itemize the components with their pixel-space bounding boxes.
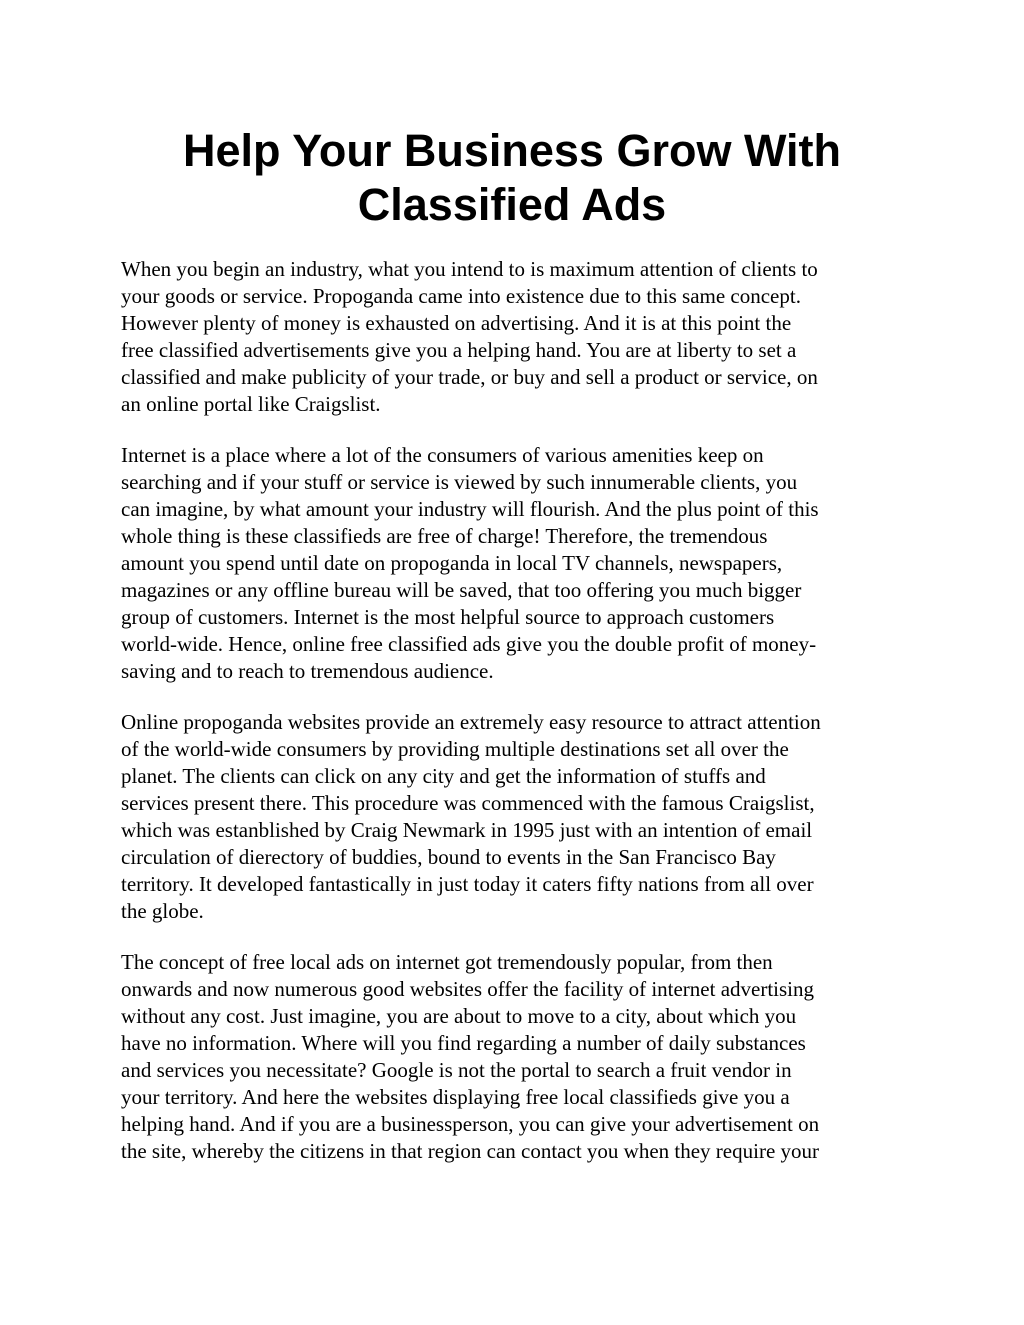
text-line: services present there. This procedure was commenced with the famous Craigslist, (121, 791, 815, 815)
text-line: territory. It developed fantastically in just today it caters fifty nations from all over (121, 872, 814, 896)
text-line: Internet is a place where a lot of the consumers of various amenities keep on (121, 443, 764, 467)
text-line: free classified advertisements give you a helping hand. You are at liberty to set a (121, 338, 797, 362)
text-line: and services you necessitate? Google is not the portal to search a fruit vendor in (121, 1058, 792, 1082)
text-line: However plenty of money is exhausted on advertising. And it is at this point the (121, 311, 792, 335)
text-line: which was estanblished by Craig Newmark in 1995 just with an intention of email (121, 818, 813, 842)
text-line: planet. The clients can click on any city and get the information of stuffs and (121, 764, 766, 788)
text-line: can imagine, by what amount your industry will flourish. And the plus point of this (121, 497, 819, 521)
text-line: the globe. (121, 899, 204, 923)
text-line: onwards and now numerous good websites offer the facility of internet advertising (121, 977, 815, 1001)
text-line: When you begin an industry, what you intend to is maximum attention of clients to (121, 257, 818, 281)
text-line: whole thing is these classifieds are free of charge! Therefore, the tremendous (121, 524, 768, 548)
title-line: Help Your Business Grow With (182, 125, 841, 176)
text-line: an online portal like Craigslist. (121, 392, 381, 416)
text-line: saving and to reach to tremendous audience. (121, 659, 494, 683)
text-line: group of customers. Internet is the most helpful source to approach customers (121, 605, 775, 629)
text-line: have no information. Where will you find regarding a number of daily substances (121, 1031, 806, 1055)
text-line: searching and if your stuff or service is viewed by such innumerable clients, you (121, 470, 798, 494)
text-line: your goods or service. Propoganda came into existence due to this same concept. (121, 284, 801, 308)
text-line: magazines or any offline bureau will be saved, that too offering you much bigger (121, 578, 802, 602)
article-body (121, 256, 911, 1189)
text-line: your territory. And here the websites displaying free local classifieds give you a (121, 1085, 790, 1109)
text-line: The concept of free local ads on internet got tremendously popular, from then (121, 950, 773, 974)
text-line: Online propoganda websites provide an extremely easy resource to attract attention (121, 710, 821, 734)
page-title (100, 124, 924, 232)
text-line: amount you spend until date on propoganda in local TV channels, newspapers, (121, 551, 783, 575)
text-line: classified and make publicity of your trade, or buy and sell a product or service, on (121, 365, 818, 389)
text-line: helping hand. And if you are a businessperson, you can give your advertisement on (121, 1112, 820, 1136)
text-line: world-wide. Hence, online free classified ads give you the double profit of money- (121, 632, 817, 656)
text-line: the site, whereby the citizens in that region can contact you when they require your (121, 1139, 820, 1163)
text-line: circulation of dierectory of buddies, bound to events in the San Francisco Bay (121, 845, 776, 869)
paragraph-2 (121, 442, 911, 685)
title-line: Classified Ads (357, 179, 667, 230)
text-line: without any cost. Just imagine, you are about to move to a city, about which you (121, 1004, 797, 1028)
paragraph-3 (121, 709, 911, 925)
text-line: of the world-wide consumers by providing multiple destinations set all over the (121, 737, 789, 761)
paragraph-4 (121, 949, 911, 1165)
paragraph-1 (121, 256, 911, 418)
